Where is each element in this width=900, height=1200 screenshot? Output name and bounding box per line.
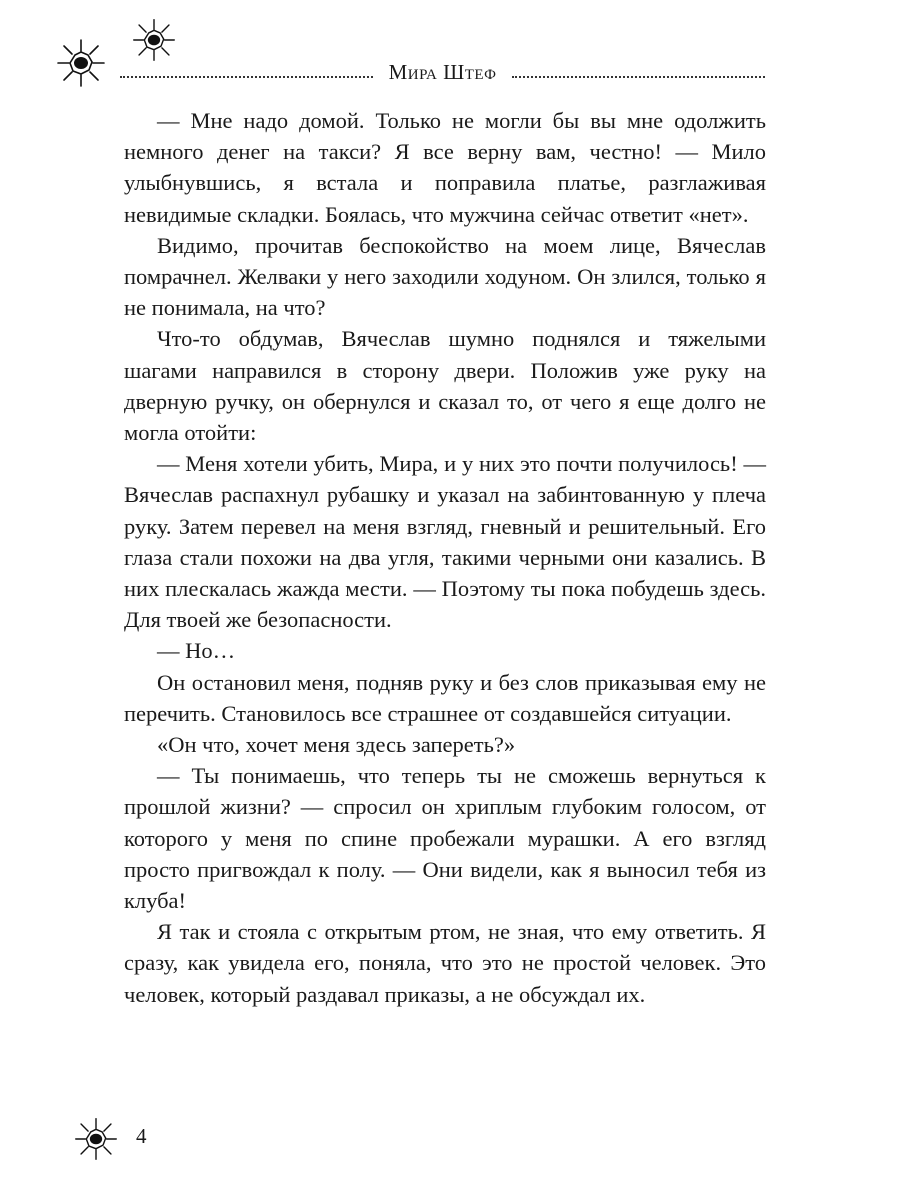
body-text bbox=[124, 105, 766, 1010]
author-name: Мира Штеф bbox=[388, 59, 497, 84]
bullet-hole-icon bbox=[56, 38, 106, 88]
paragraph: Он остановил меня, подняв руку и без слов приказывая ему не перечить. Становилось все страшнее от создавшейся ситуации. bbox=[124, 669, 766, 726]
paragraph: «Он что, хочет меня здесь запереть?» bbox=[157, 732, 516, 758]
paragraph: Я так и стояла с открытым ртом, не зная, что ему ответить. Я сразу, как увидела его, поняла, что это не простой человек. Это человек, который раздавал приказы, а не обсуждал их. bbox=[124, 919, 766, 1007]
paragraph: Видимо, прочитав беспокойство на моем лице, Вячеслав помрачнел. Желваки у него заходили ходуном. Он злился, только я не понимала, на что? bbox=[124, 232, 766, 321]
running-header bbox=[120, 52, 765, 92]
paragraph: — Меня хотели убить, Мира, и у них это почти получилось! — Вячеслав распахнул рубашку и указал на забинтованную у плеча руку. Затем перевел на меня взгляд, гневный и решительный. Его глаза стали похожи на два угля, такими черными они казались. В них плескалась жажда мести. — Поэтому ты пока побудешь здесь. Для твоей же безопасности. bbox=[124, 451, 766, 633]
bullet-hole-icon bbox=[74, 1117, 118, 1161]
paragraph: — Но… bbox=[157, 638, 236, 664]
paragraph: Что-то обдумав, Вячеслав шумно поднялся и тяжелыми шагами направился в сторону двери. Положив уже руку на дверную ручку, он обернулся и сказал то, от чего я еще долго не могла отойти: bbox=[124, 326, 766, 446]
paragraph: — Мне надо домой. Только не могли бы вы мне одолжить немного денег на такси? Я все верну вам, честно! — Мило улыбнувшись, я встала и поправила платье, разглаживая невидимые складки. Боялась, что мужчина сейчас ответит «нет». bbox=[124, 108, 766, 227]
header-dotted-rule-right bbox=[512, 76, 765, 78]
paragraph: — Ты понимаешь, что теперь ты не сможешь вернуться к прошлой жизни? — спросил он хриплым глубоким голосом, от которого у меня по спине пробежали мурашки. А его взгляд просто пригвождал к полу. — Они видели, как я выносил тебя из клуба! bbox=[124, 763, 766, 914]
header-dotted-rule-left bbox=[120, 76, 373, 78]
page-number: 4 bbox=[136, 1124, 147, 1148]
